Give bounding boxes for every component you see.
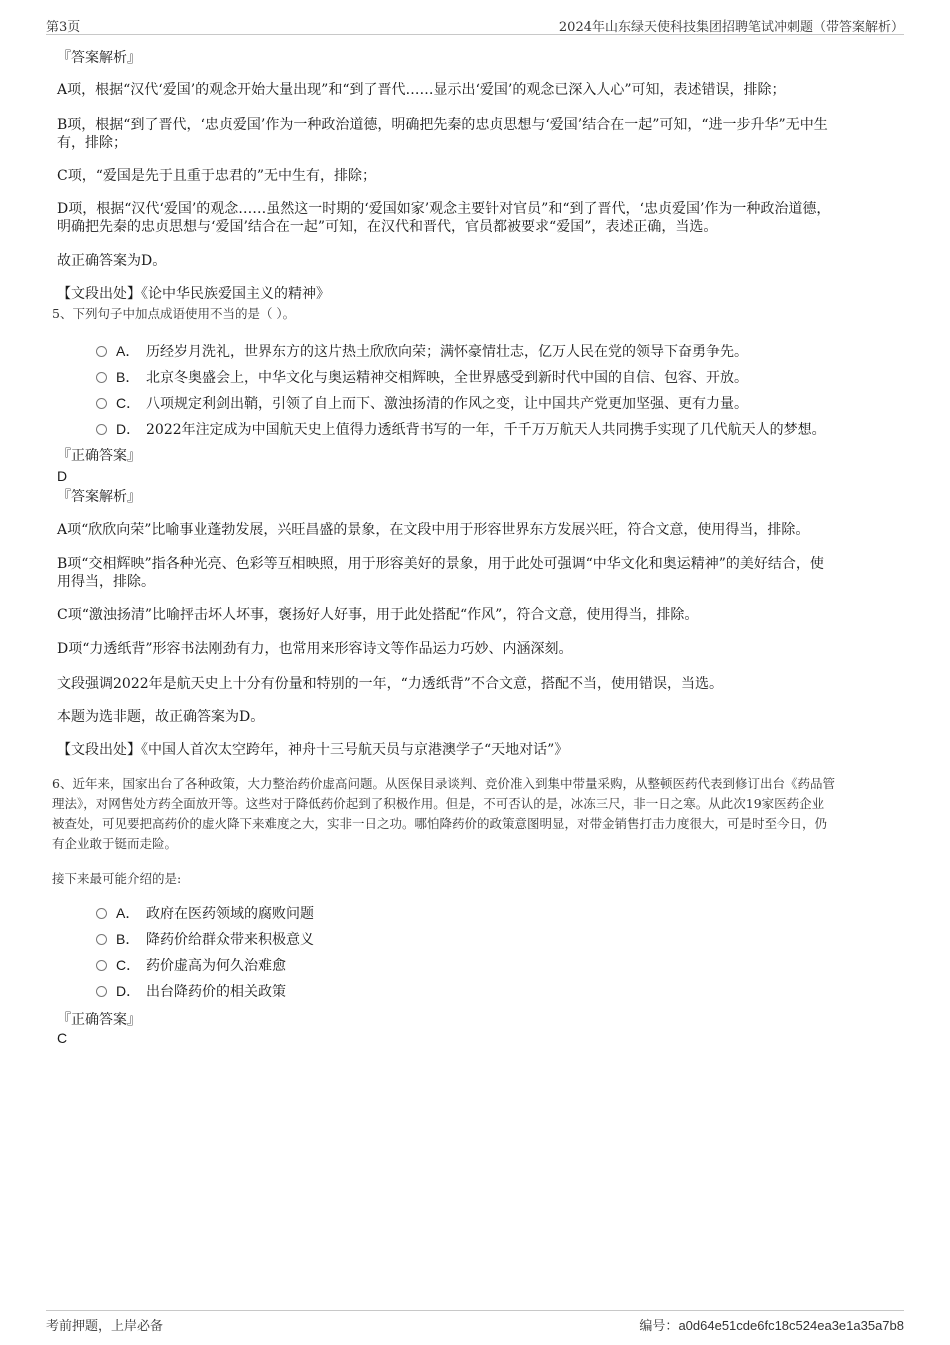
radio-icon[interactable] [96,908,107,919]
q5-analysis-b-line2: 用得当，排除。 [57,574,155,590]
option-letter: D． [116,983,141,999]
option-letter: A． [116,343,140,359]
q5-option-d[interactable] [96,419,826,440]
q6-stem-line4: 有企业敢于铤而走险。 [52,836,178,851]
footer-slogan: 考前押题，上岸必备 [46,1319,164,1334]
radio-icon[interactable] [96,424,107,435]
option-text: 2022年注定成为中国航天史上值得力透纸背书写的一年，千千万万航天人共同携手实现了几代航天人的梦想。 [146,422,826,438]
code-label: 编号： [639,1319,679,1334]
q5-option-a[interactable] [96,341,748,362]
q6-option-d[interactable] [96,981,286,1002]
q5-source: 【文段出处】《中国人首次太空跨年，神舟十三号航天员与京港澳学子“天地对话”》 [57,742,569,758]
q4-analysis-d-line2: 明确把先秦的忠贞思想与‘爱国’结合在一起”可知，在汉代和晋代，官员都被要求“爱国”，表述正确，当选。 [57,219,718,235]
option-letter: C． [116,957,141,973]
option-text: 北京冬奥盛会上，中华文化与奥运精神交相辉映，全世界感受到新时代中国的自信、包容、开放。 [146,370,748,386]
page-footer [46,1310,904,1333]
q4-analysis-label: 『答案解析』 [57,50,141,66]
option-text: 八项规定利剑出鞘，引领了自上而下、激浊扬清的作风之变，让中国共产党更加坚强、更有力量。 [146,396,748,412]
option-text: 出台降药价的相关政策 [146,984,286,1000]
document-title: 2024年山东绿天使科技集团招聘笔试冲刺题（带答案解析） [558,20,904,35]
q5-answer-label: 『正确答案』 [57,448,141,464]
q6-stem-line1: 6、近年来，国家出台了各种政策，大力整治药价虚高问题。从医保目录谈判、竞价准入到集中带量采购，从整顿医药代表到修订出台《药品管 [52,776,835,791]
option-letter: D． [116,421,141,437]
page-header [46,14,904,35]
page-number: 第3页 [46,20,81,35]
q5-stem: 5、下列句子中加点成语使用不当的是（ ）。 [52,306,296,321]
option-text: 药价虚高为何久治难愈 [146,958,286,974]
q5-option-c[interactable] [96,393,748,414]
q5-analysis-label: 『答案解析』 [57,489,141,505]
q4-source: 【文段出处】《论中华民族爱国主义的精神》 [57,286,330,302]
radio-icon[interactable] [96,934,107,945]
q5-analysis-b-line1: B项“交相辉映”指各种光亮、色彩等互相映照，用于形容美好的景象，用于此处可强调“中华文化和奥运精神”的美好结合，使 [57,556,824,572]
q4-conclusion: 故正确答案为D。 [57,253,167,269]
radio-icon[interactable] [96,986,107,997]
q4-analysis-c: C项，“爱国是先于且重于忠君的”无中生有，排除； [57,168,377,184]
q6-stem-line2: 理法》，对网售处方药全面放开等。这些对于降低药价起到了积极作用。但是，不可否认的是，冰冻三尺，非一日之寒。从此次19家医药企业 [52,796,825,811]
q5-option-b[interactable] [96,367,748,388]
code-value: a0d64e51cde6fc18c524ea3e1a35a7b8 [678,1318,904,1333]
q5-analysis-a: A项“欣欣向荣”比喻事业蓬勃发展，兴旺昌盛的景象，在文段中用于形容世界东方发展兴旺，符合文意，使用得当，排除。 [57,522,810,538]
option-letter: B． [116,369,140,385]
option-letter: C． [116,395,141,411]
q4-analysis-d-line1: D项，根据“汉代‘爱国’的观念……虽然这一时期的‘爱国如家’观念主要针对官员”和“到了晋代，‘忠贞爱国’作为一种政治道德， [57,201,831,217]
option-text: 降药价给群众带来积极意义 [146,932,314,948]
q6-answer-label: 『正确答案』 [57,1012,141,1028]
radio-icon[interactable] [96,346,107,357]
q4-analysis-a: A项，根据“汉代‘爱国’的观念开始大量出现”和“到了晋代……显示出‘爱国’的观念已深入人心”可知，表述错误，排除； [57,82,786,98]
q6-answer: C [57,1030,68,1046]
q5-analysis-d: D项“力透纸背”形容书法刚劲有力，也常用来形容诗文等作品运力巧妙、内涵深刻。 [57,641,573,657]
document-code [639,1315,904,1334]
option-text: 政府在医药领域的腐败问题 [146,906,314,922]
radio-icon[interactable] [96,960,107,971]
option-letter: B． [116,931,140,947]
option-text: 历经岁月洗礼，世界东方的这片热土欣欣向荣；满怀豪情壮志，亿万人民在党的领导下奋勇争先。 [146,344,748,360]
q5-analysis-c: C项“激浊扬清”比喻抨击坏人坏事，褒扬好人好事，用于此处搭配“作风”，符合文意，使用得当，排除。 [57,607,699,623]
radio-icon[interactable] [96,372,107,383]
option-letter: A． [116,905,140,921]
q6-option-c[interactable] [96,955,286,976]
q5-answer: D [57,468,68,484]
q4-analysis-b-line2: 有，排除； [57,135,127,151]
q4-analysis-b-line1: B项，根据“到了晋代，‘忠贞爱国’作为一种政治道德，明确把先秦的忠贞思想与‘爱国’结合在一起”可知，“进一步升华”无中生 [57,117,828,133]
q6-question: 接下来最可能介绍的是: [52,871,182,886]
q6-option-b[interactable] [96,929,314,950]
q6-option-a[interactable] [96,903,314,924]
q5-conclusion: 本题为选非题，故正确答案为D。 [57,709,265,725]
radio-icon[interactable] [96,398,107,409]
q5-note: 文段强调2022年是航天史上十分有份量和特别的一年，“力透纸背”不合文意，搭配不当，使用错误，当选。 [57,676,723,692]
q6-stem-line3: 被查处，可见要把高药价的虚火降下来难度之大，实非一日之功。哪怕降药价的政策意图明显，对带金销售打击力度很大，可是时至今日，仍 [52,816,828,831]
